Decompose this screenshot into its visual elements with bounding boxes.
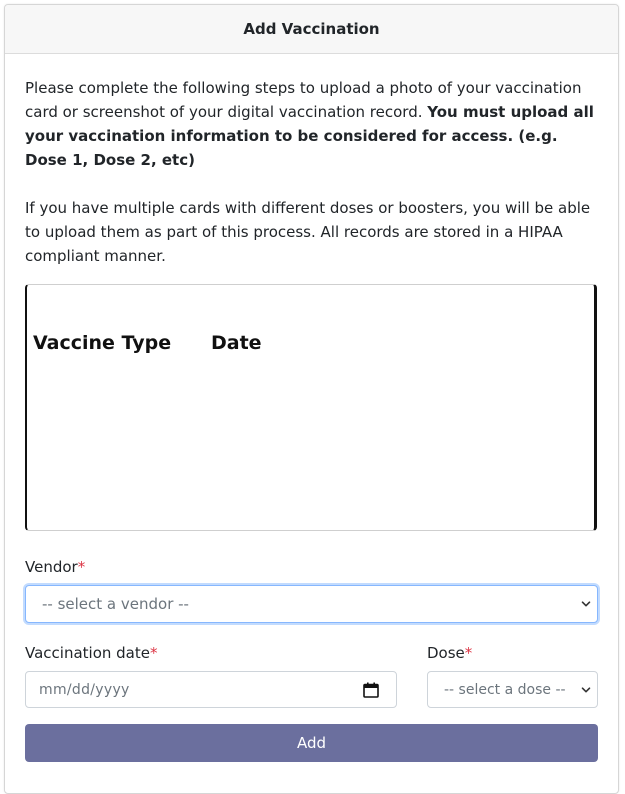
vaccination-date-group [25, 644, 397, 708]
chevron-down-icon [581, 685, 591, 695]
vendor-label [25, 558, 598, 576]
chevron-down-icon [581, 599, 591, 609]
dose-required-mark: * [464, 644, 473, 662]
vaccination-date-label-text: Vaccination date [25, 644, 150, 662]
vaccination-date-label [25, 644, 397, 662]
dose-label [427, 644, 598, 662]
vendor-label-text: Vendor [25, 558, 78, 576]
vendor-select-value: -- select a vendor -- [42, 595, 189, 613]
intro-text: Please complete the following steps to upload a photo of your vaccination card or screenshot of your digital vaccination record. [25, 79, 582, 121]
modal-title: Add Vaccination [243, 20, 380, 38]
vaccination-date-required-mark: * [149, 644, 158, 662]
calendar-icon[interactable] [362, 681, 380, 699]
intro-multiple-cards: If you have multiple cards with different doses or boosters, you will be able to upload them as part of this process. All records are stored in a HIPAA compliant manner. [25, 199, 591, 265]
card-column-vaccine-type: Vaccine Type [33, 332, 172, 354]
intro-requirement: You must upload all your vaccination information to be considered for access. (e.g. Dose 1, Dose 2, etc) [25, 103, 594, 169]
vendor-select[interactable] [25, 585, 598, 623]
intro-paragraph [25, 76, 598, 172]
add-button[interactable]: Add [25, 724, 598, 762]
vaccination-date-placeholder: mm/dd/yyyy [39, 681, 130, 698]
add-vaccination-modal [4, 4, 619, 794]
modal-header [5, 5, 618, 54]
card-column-date: Date [211, 332, 262, 354]
date-dose-row [25, 644, 598, 708]
modal-body [5, 54, 618, 762]
dose-group [427, 644, 598, 708]
vendor-required-mark: * [77, 558, 86, 576]
vaccination-card-preview [25, 284, 597, 531]
dose-label-text: Dose [427, 644, 465, 662]
dose-select[interactable] [427, 671, 598, 708]
vaccination-date-input[interactable] [25, 671, 397, 708]
dose-select-value: -- select a dose -- [444, 681, 566, 698]
